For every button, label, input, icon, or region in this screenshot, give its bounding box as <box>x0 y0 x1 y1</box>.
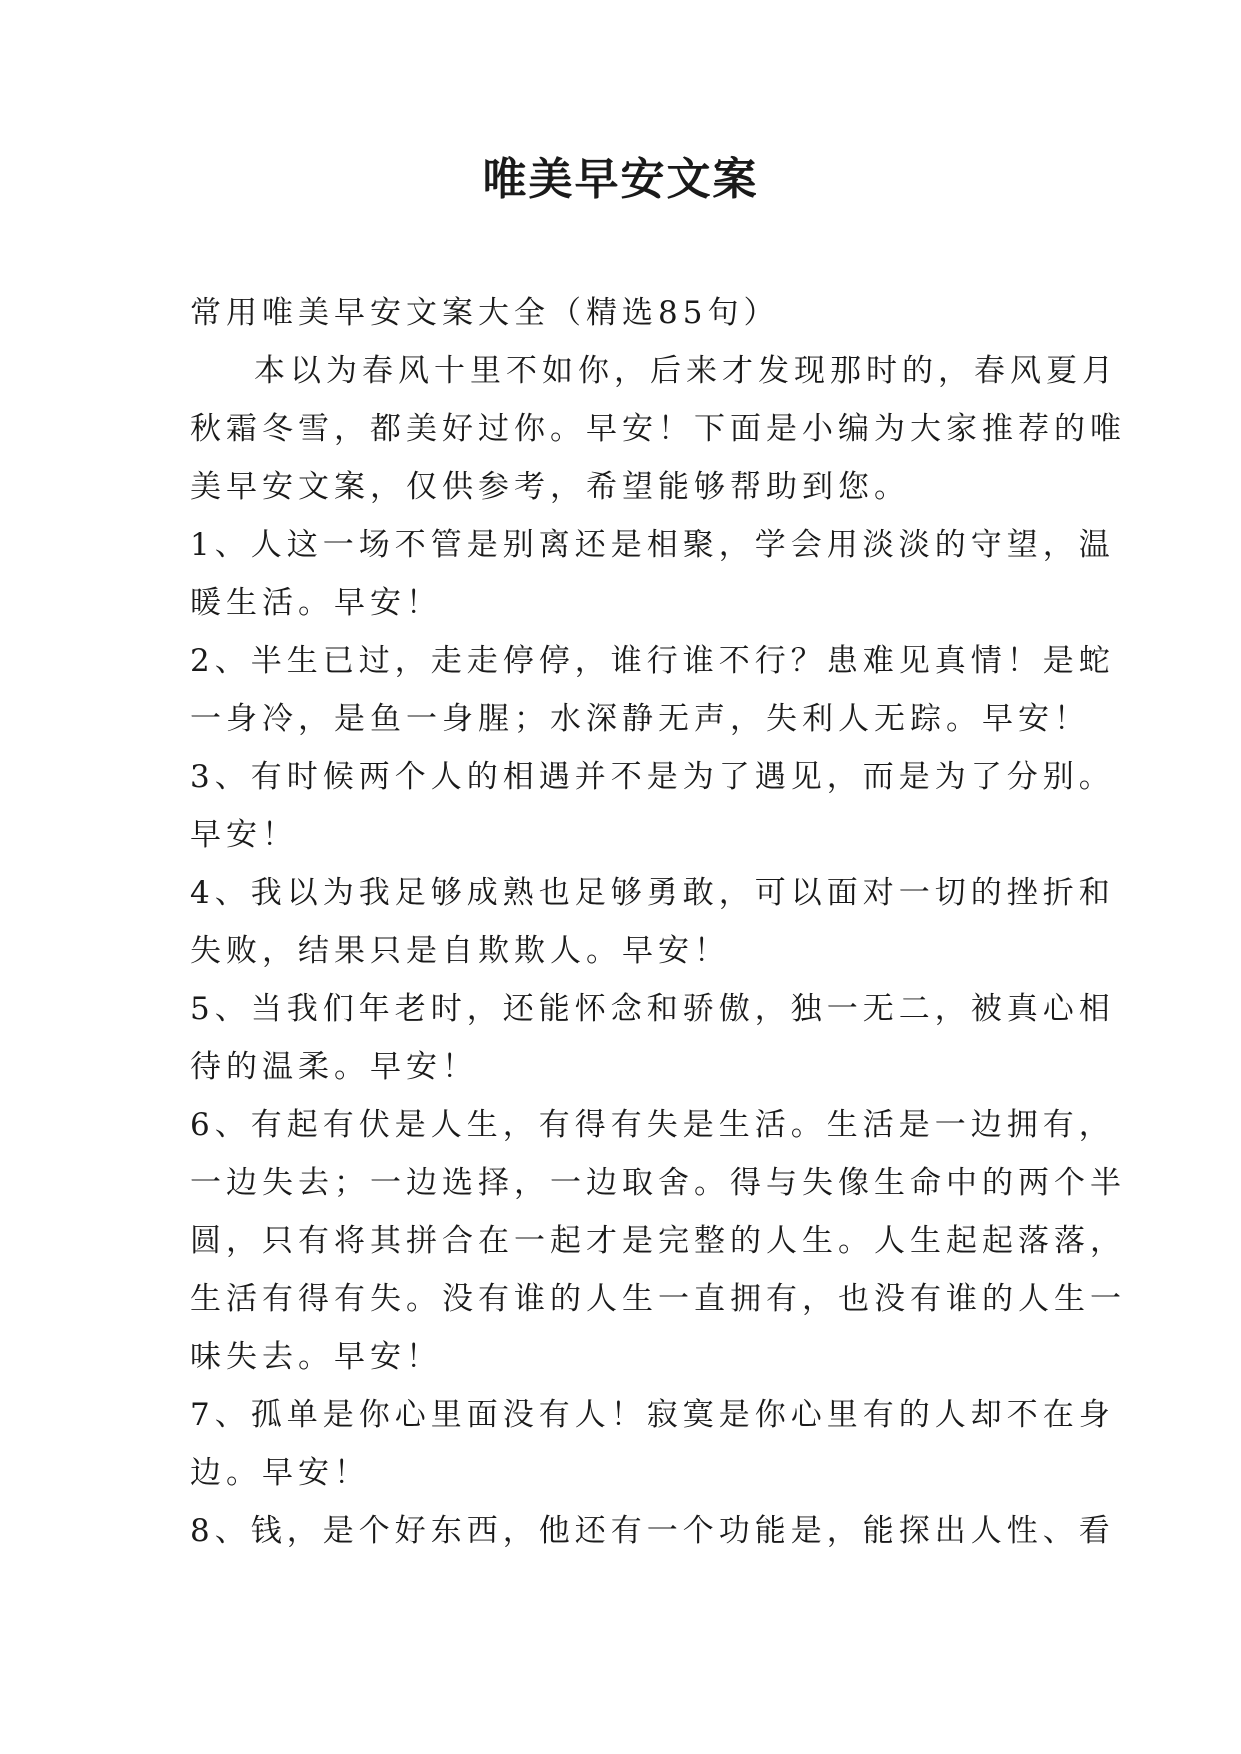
quote-line: 圆，只有将其拼合在一起才是完整的人生。人生起起落落， <box>190 1223 1126 1259</box>
quote-line: 暖生活。早安！ <box>190 585 442 621</box>
quote-line: 7、孤单是你心里面没有人！寂寞是你心里有的人却不在身 <box>190 1397 1115 1433</box>
quote-line: 早安！ <box>190 817 298 853</box>
intro-line: 秋霜冬雪，都美好过你。早安！下面是小编为大家推荐的唯 <box>190 411 1126 447</box>
quote-line: 生活有得有失。没有谁的人生一直拥有，也没有谁的人生一 <box>190 1281 1126 1317</box>
quote-line: 6、有起有伏是人生，有得有失是生活。生活是一边拥有， <box>190 1107 1115 1143</box>
intro-line: 本以为春风十里不如你，后来才发现那时的，春风夏月 <box>254 353 1118 389</box>
quote-line: 3、有时候两个人的相遇并不是为了遇见，而是为了分别。 <box>190 759 1115 795</box>
document-title: 唯美早安文案 <box>482 154 759 205</box>
quote-line: 一身冷，是鱼一身腥；水深静无声，失利人无踪。早安！ <box>190 701 1090 737</box>
quote-line: 味失去。早安！ <box>190 1339 442 1375</box>
quote-line: 4、我以为我足够成熟也足够勇敢，可以面对一切的挫折和 <box>190 875 1115 911</box>
quote-line: 边。早安！ <box>190 1455 370 1491</box>
intro-line: 美早安文案，仅供参考，希望能够帮助到您。 <box>190 469 910 505</box>
document-body <box>190 284 1126 1560</box>
quote-line: 失败，结果只是自欺欺人。早安！ <box>190 933 730 969</box>
quote-line: 8、钱，是个好东西，他还有一个功能是，能探出人性、看 <box>190 1513 1115 1549</box>
quote-line: 1、人这一场不管是别离还是相聚，学会用淡淡的守望，温 <box>190 527 1115 563</box>
quote-line: 5、当我们年老时，还能怀念和骄傲，独一无二，被真心相 <box>190 991 1115 1027</box>
quote-line: 待的温柔。早安！ <box>190 1049 478 1085</box>
quote-line: 一边失去；一边选择，一边取舍。得与失像生命中的两个半 <box>190 1165 1126 1201</box>
subtitle-line: 常用唯美早安文案大全（精选85句） <box>190 295 780 331</box>
quote-line: 2、半生已过，走走停停，谁行谁不行？患难见真情！是蛇 <box>190 643 1115 679</box>
